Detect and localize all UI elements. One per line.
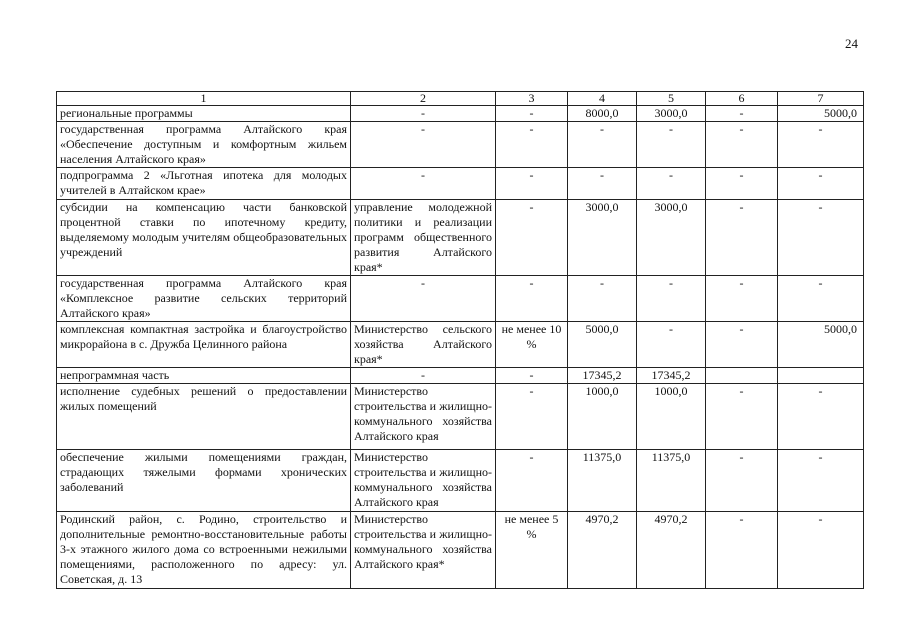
row-cofinancing: не менее 10 %: [496, 322, 568, 368]
row-description: непрограммная часть: [57, 368, 351, 384]
table-row: [57, 368, 864, 384]
header-cell-1: 1: [57, 92, 351, 106]
row-value-col5: 11375,0: [637, 450, 706, 512]
row-value-col7: 5000,0: [778, 322, 864, 368]
row-executor: управление молодежной политики и реализации программ общественного развития Алтайского края*: [351, 200, 496, 276]
table-row: [57, 384, 864, 450]
row-value-col5: 3000,0: [637, 200, 706, 276]
row-cofinancing: -: [496, 384, 568, 450]
row-value-total: 11375,0: [568, 450, 637, 512]
row-value-col5: -: [637, 276, 706, 322]
row-description: субсидии на компенсацию части банковской процентной ставки по ипотечному кредиту, выделяемому молодым учителям общеобразовательных учреждений: [57, 200, 351, 276]
header-cell-2: 2: [351, 92, 496, 106]
row-executor: -: [351, 168, 496, 200]
row-value-col6: -: [706, 168, 778, 200]
row-value-col6: -: [706, 122, 778, 168]
row-value-total: -: [568, 276, 637, 322]
row-executor: Министерство строительства и жилищно-коммунального хозяйства Алтайского края: [351, 384, 496, 450]
row-value-col7: -: [778, 384, 864, 450]
row-value-col7: -: [778, 122, 864, 168]
budget-table: [56, 91, 864, 589]
row-executor: Министерство строительства и жилищно-коммунального хозяйства Алтайского края*: [351, 512, 496, 589]
table-row: [57, 450, 864, 512]
header-cell-3: 3: [496, 92, 568, 106]
row-description: региональные программы: [57, 106, 351, 122]
row-value-col6: -: [706, 450, 778, 512]
row-value-col7: -: [778, 512, 864, 589]
header-cell-7: 7: [778, 92, 864, 106]
row-value-col6: [706, 368, 778, 384]
row-executor: -: [351, 368, 496, 384]
table-row: [57, 200, 864, 276]
row-value-col7: -: [778, 276, 864, 322]
row-value-col7: -: [778, 168, 864, 200]
row-executor: Министерство сельского хозяйства Алтайского края*: [351, 322, 496, 368]
row-value-col5: 3000,0: [637, 106, 706, 122]
header-cell-6: 6: [706, 92, 778, 106]
row-value-col5: 4970,2: [637, 512, 706, 589]
row-cofinancing: -: [496, 122, 568, 168]
row-cofinancing: не менее 5 %: [496, 512, 568, 589]
row-description: обеспечение жилыми помещениями граждан, страдающих тяжелыми формами хронических заболеваний: [57, 450, 351, 512]
page-number: 24: [845, 36, 858, 51]
table-row: [57, 168, 864, 200]
row-description: исполнение судебных решений о предоставлении жилых помещений: [57, 384, 351, 450]
row-value-total: 8000,0: [568, 106, 637, 122]
row-description: государственная программа Алтайского края «Комплексное развитие сельских территорий Алтайского края»: [57, 276, 351, 322]
row-value-total: 4970,2: [568, 512, 637, 589]
row-value-col6: -: [706, 512, 778, 589]
row-cofinancing: -: [496, 168, 568, 200]
row-executor: Министерство строительства и жилищно-коммунального хозяйства Алтайского края: [351, 450, 496, 512]
table-row: [57, 512, 864, 589]
table-row: [57, 106, 864, 122]
header-cell-5: 5: [637, 92, 706, 106]
table-row: [57, 276, 864, 322]
row-cofinancing: -: [496, 106, 568, 122]
row-value-col6: -: [706, 200, 778, 276]
row-value-col6: -: [706, 322, 778, 368]
row-cofinancing: -: [496, 450, 568, 512]
row-value-col7: -: [778, 450, 864, 512]
row-description: Родинский район, с. Родино, строительство и дополнительные ремонтно-восстановительные работы 3-х этажного жилого дома со встроенными нежилыми помещениями, расположенного по адресу: ул. Советская, д. 13: [57, 512, 351, 589]
row-value-col5: 1000,0: [637, 384, 706, 450]
row-executor: -: [351, 276, 496, 322]
row-description: государственная программа Алтайского края «Обеспечение доступным и комфортным жильем населения Алтайского края»: [57, 122, 351, 168]
row-executor: -: [351, 122, 496, 168]
row-value-total: 5000,0: [568, 322, 637, 368]
row-value-col6: -: [706, 384, 778, 450]
row-description: комплексная компактная застройка и благоустройство микрорайона в с. Дружба Целинного района: [57, 322, 351, 368]
table-row: [57, 122, 864, 168]
row-value-col7: [778, 368, 864, 384]
row-value-col6: -: [706, 276, 778, 322]
header-row: [57, 92, 864, 106]
row-cofinancing: -: [496, 368, 568, 384]
table-row: [57, 322, 864, 368]
row-value-col7: 5000,0: [778, 106, 864, 122]
row-value-total: 1000,0: [568, 384, 637, 450]
row-value-total: -: [568, 122, 637, 168]
row-executor: -: [351, 106, 496, 122]
row-value-col5: -: [637, 168, 706, 200]
row-cofinancing: -: [496, 200, 568, 276]
row-value-col5: -: [637, 122, 706, 168]
row-value-total: -: [568, 168, 637, 200]
row-value-col7: -: [778, 200, 864, 276]
row-cofinancing: -: [496, 276, 568, 322]
row-value-col5: -: [637, 322, 706, 368]
header-cell-4: 4: [568, 92, 637, 106]
row-value-total: 17345,2: [568, 368, 637, 384]
row-value-total: 3000,0: [568, 200, 637, 276]
row-value-col6: -: [706, 106, 778, 122]
row-description: подпрограмма 2 «Льготная ипотека для молодых учителей в Алтайском крае»: [57, 168, 351, 200]
row-value-col5: 17345,2: [637, 368, 706, 384]
